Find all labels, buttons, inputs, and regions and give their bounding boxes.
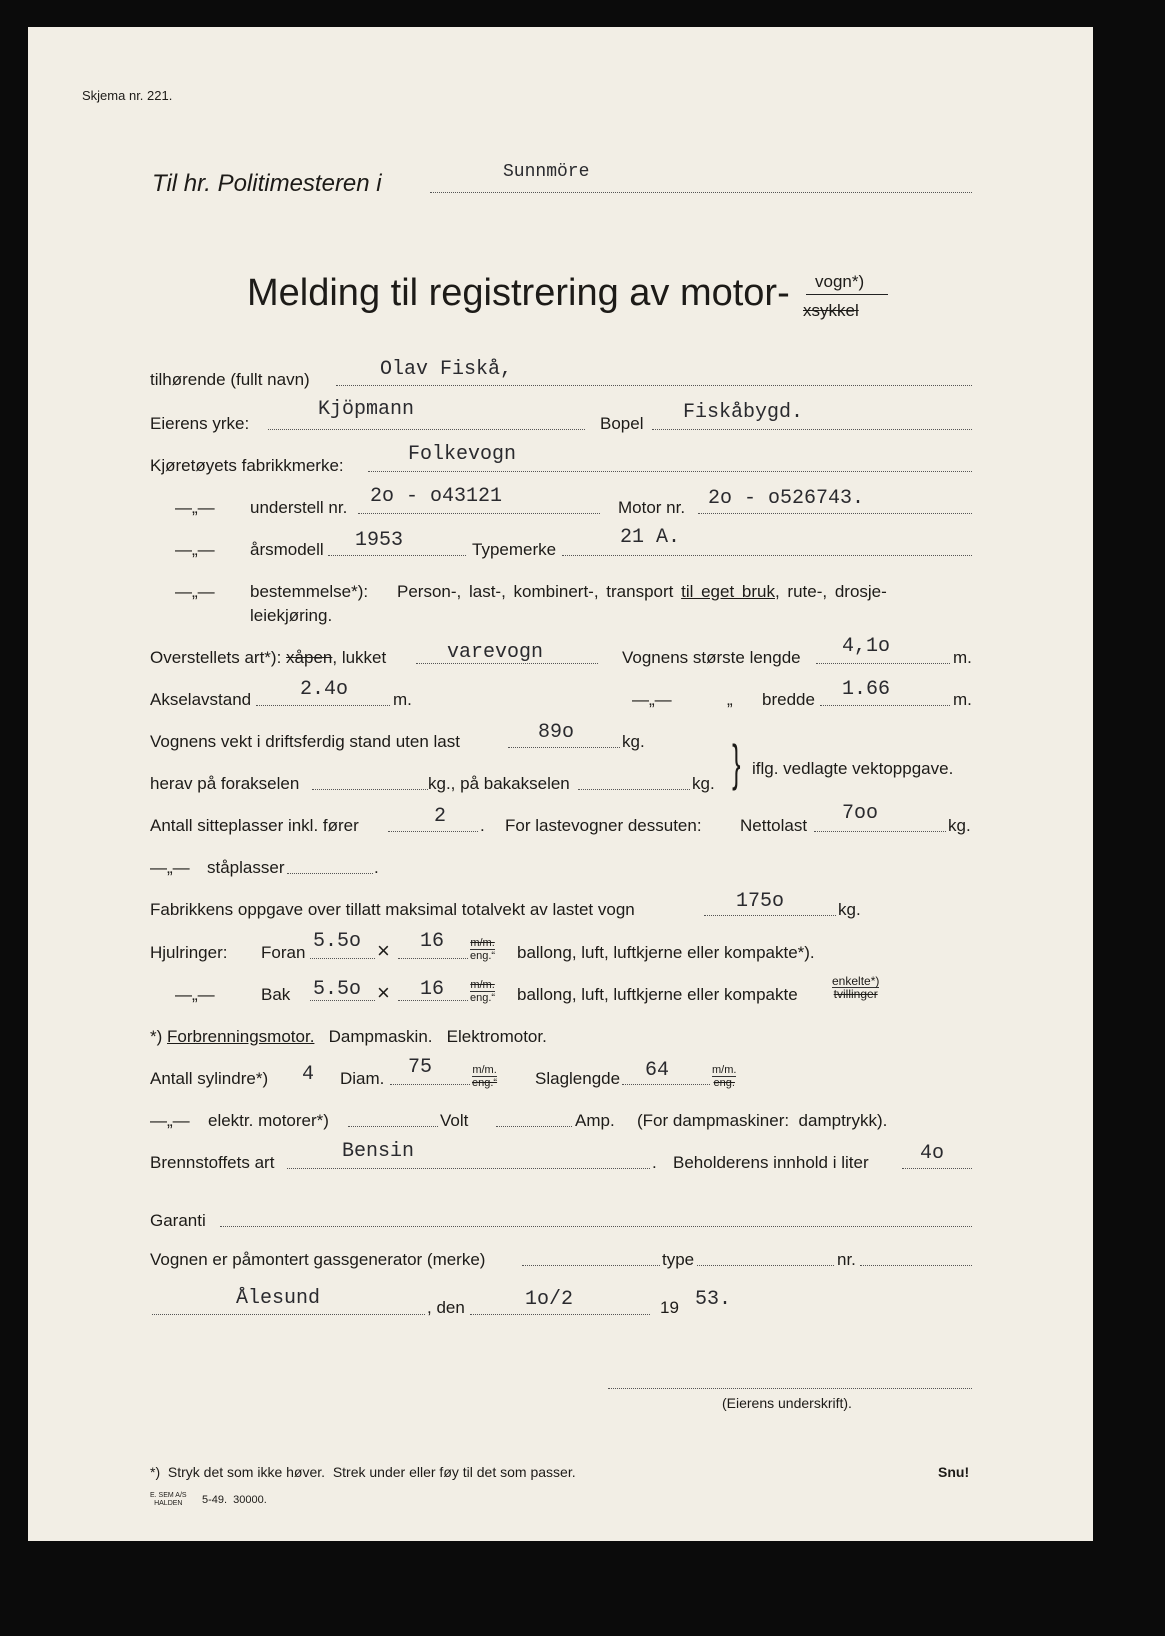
net-load-line (814, 831, 946, 832)
signature-label: (Eierens underskrift). (722, 1395, 852, 1411)
front-label: Foran (261, 943, 306, 962)
body-value: varevogn (447, 641, 544, 664)
date-value: 1o/2 (525, 1288, 574, 1311)
owner-line (336, 385, 972, 386)
residence-line (652, 429, 972, 430)
footnote: *) Stryk det som ikke høver. Strek under eller føy til det som passer. (150, 1464, 576, 1480)
weight-value: 89o (538, 721, 575, 744)
tyres-label: Hjulringer: (150, 943, 228, 962)
cylinders-value: 4 (302, 1063, 315, 1086)
length-line (816, 663, 950, 664)
tyre-types: ballong, luft, luftkjerne eller kompakte*). (517, 943, 815, 962)
printer-name-2: HALDEN (154, 1500, 183, 1507)
residence-value: Fiskåbygd. (683, 401, 804, 424)
rear-unit-fraction (470, 979, 495, 1004)
times-sign: × (377, 980, 390, 1005)
occupation-line (268, 429, 585, 430)
front-diam-value: 16 (420, 930, 445, 953)
eng-unit: eng.“ (470, 992, 496, 1004)
wheelbase-line (256, 705, 390, 706)
purpose-line2: leiekjøring. (250, 606, 333, 625)
stroke-unit-fraction (712, 1064, 736, 1089)
diam-line (390, 1084, 470, 1085)
place-line (152, 1314, 425, 1315)
stroke-line (622, 1084, 710, 1085)
wheelbase-value: 2.4o (300, 678, 349, 701)
type-value: 21 A. (620, 526, 681, 549)
body-label-text: Overstellets art*): (150, 648, 282, 667)
engine-other-options: Dampmaskin. Elektromotor. (328, 1027, 547, 1046)
seats-value: 2 (434, 805, 447, 828)
addressee-value: Sunnmöre (503, 162, 590, 182)
fuel-label: Brennstoffets art (150, 1153, 275, 1172)
cylinders-label: Antall sylindre*) (150, 1069, 269, 1088)
max-weight-unit: kg. (838, 900, 861, 919)
model-year-label: årsmodell (250, 540, 324, 559)
date-label: , den (427, 1298, 465, 1317)
chassis-label: understell nr. (250, 498, 348, 517)
printer-name (150, 1492, 187, 1508)
amp-line (496, 1126, 572, 1127)
page-title: Melding til registrering av motor- (247, 272, 790, 314)
max-weight-value: 175o (736, 890, 785, 913)
tank-line (902, 1168, 972, 1169)
standing-period: . (374, 858, 379, 877)
chassis-value: 2o - o43121 (370, 485, 503, 508)
motor-line (698, 513, 972, 514)
width-unit: m. (953, 690, 972, 709)
weight-unit: kg. (622, 732, 645, 751)
width-label: bredde (762, 690, 815, 709)
standing-line (287, 873, 373, 874)
lorry-label: For lastevogner dessuten: (505, 816, 702, 835)
motor-label: Motor nr. (618, 498, 686, 517)
weight-label: Vognens vekt i driftsferdig stand uten last (150, 732, 460, 751)
rear-axle-unit: kg. (692, 774, 715, 793)
ditto-mark: —„— (175, 582, 215, 601)
engine-selected: Forbrenningsmotor. (167, 1027, 315, 1046)
purpose-text-b: , rute-, drosje- (774, 582, 887, 601)
eng-unit: eng.“ (470, 950, 496, 962)
width-line (820, 705, 950, 706)
ditto-quote: „ (727, 690, 733, 709)
occupation-label: Eierens yrke: (150, 414, 250, 433)
ditto-mark: —„— (150, 858, 190, 877)
ditto-mark: —„— (150, 1111, 190, 1130)
century-label: 19 (660, 1298, 679, 1317)
seats-label: Antall sitteplasser inkl. fører (150, 816, 359, 835)
place-value: Ålesund (236, 1287, 321, 1310)
diam-label: Diam. (340, 1069, 385, 1088)
print-edition: 5-49. 30000. (202, 1494, 267, 1506)
rear-label: Bak (261, 985, 291, 1004)
stroke-value: 64 (645, 1059, 670, 1082)
tank-value: 4o (920, 1142, 945, 1165)
gas-nr-label: nr. (837, 1250, 856, 1269)
make-line (368, 471, 972, 472)
addressee-line (430, 192, 972, 193)
purpose-selected: til eget bruk (681, 582, 775, 601)
front-axle-line (312, 789, 428, 790)
length-value: 4,1o (842, 635, 891, 658)
weight-note: iflg. vedlagte vektoppgave. (752, 759, 954, 778)
width-value: 1.66 (842, 678, 891, 701)
guarantee-line (220, 1226, 972, 1227)
fuel-period: . (652, 1153, 657, 1172)
front-diam-line (398, 958, 468, 959)
gas-make-line (522, 1265, 660, 1266)
amp-label: Amp. (575, 1111, 615, 1130)
type-line (562, 555, 972, 556)
turn-over: Snu! (938, 1464, 970, 1480)
body-label-lukket: , lukket (332, 648, 387, 667)
rear-axle-line (578, 789, 690, 790)
ditto-mark: —„— (632, 690, 672, 709)
wheelbase-label: Akselavstand (150, 690, 252, 709)
max-weight-label: Fabrikkens oppgave over tillatt maksimal totalvekt av lastet vogn (150, 900, 635, 919)
ditto-mark: —„— (175, 498, 215, 517)
rear-diam-value: 16 (420, 978, 445, 1001)
gas-type-label: type (662, 1250, 695, 1269)
times-sign: × (377, 938, 390, 963)
title-option-vogn: vogn*) (815, 272, 865, 291)
weight-line (508, 747, 620, 748)
wheelbase-unit: m. (393, 690, 412, 709)
signature-line (608, 1388, 972, 1389)
addressee-label: Til hr. Politimesteren i (152, 170, 382, 197)
gas-label: Vognen er påmontert gassgenerator (merke) (150, 1250, 486, 1269)
residence-label: Bopel (600, 414, 644, 433)
length-label: Vognens største lengde (622, 648, 801, 667)
chassis-line (358, 513, 600, 514)
title-option-sykkel-struck: xsykkel (803, 301, 859, 320)
single-twin-fraction (832, 975, 879, 1000)
steam-label: (For dampmaskiner: damptrykk). (637, 1111, 888, 1130)
front-unit-fraction (470, 937, 495, 962)
standing-label: ståplasser (207, 858, 285, 877)
net-load-unit: kg. (948, 816, 971, 835)
motor-value: 2o - o526743. (708, 487, 865, 510)
seats-line (388, 831, 478, 832)
type-label: Typemerke (472, 540, 557, 559)
model-year-line (328, 555, 466, 556)
owner-label: tilhørende (fullt navn) (150, 370, 310, 389)
tyre-types-rear: ballong, luft, luftkjerne eller kompakte (517, 985, 798, 1004)
fuel-value: Bensin (342, 1140, 415, 1163)
brace-icon: } (732, 735, 741, 791)
printer-name-1: E. SEM A/S (150, 1492, 187, 1499)
form-number: Skjema nr. 221. (82, 88, 173, 103)
ditto-mark: —„— (175, 985, 215, 1004)
mm-struck: m/m. (470, 979, 495, 991)
gas-nr-line (860, 1265, 972, 1266)
rear-axle-label: kg., på bakakselen (428, 774, 570, 793)
body-struck-option: xåpen (286, 648, 333, 667)
diam-value: 75 (408, 1056, 433, 1079)
seats-period: . (480, 816, 485, 835)
purpose-options (397, 581, 887, 603)
year-value: 53. (695, 1288, 732, 1311)
rear-width-value: 5.5o (313, 978, 362, 1001)
electric-label: elektr. motorer*) (208, 1111, 329, 1130)
ditto-mark: —„— (175, 540, 215, 559)
purpose-text-a: Person-, last-, kombinert-, transport (397, 582, 682, 601)
front-width-value: 5.5o (313, 930, 362, 953)
engine-type (150, 1026, 547, 1048)
mm-unit: m/m. (472, 1064, 497, 1076)
fuel-line (287, 1168, 650, 1169)
front-width-line (310, 958, 375, 959)
footnote-marker: *) (150, 1027, 163, 1046)
volt-label: Volt (440, 1111, 469, 1130)
tank-label: Beholderens innhold i liter (673, 1153, 869, 1172)
twin-option-struck: tvillinger (833, 987, 878, 1001)
length-unit: m. (953, 648, 972, 667)
volt-line (348, 1126, 438, 1127)
eng-struck: eng.“ (472, 1077, 498, 1089)
front-axle-label: herav på forakselen (150, 774, 300, 793)
eng-struck: eng. (713, 1077, 735, 1089)
purpose-label: bestemmelse*): (250, 582, 369, 601)
net-load-label: Nettolast (740, 816, 808, 835)
occupation-value: Kjöpmann (318, 398, 415, 421)
guarantee-label: Garanti (150, 1211, 206, 1230)
net-load-value: 7oo (842, 802, 879, 825)
model-year-value: 1953 (355, 529, 404, 552)
title-fraction-bar (806, 294, 888, 295)
mm-struck: m/m. (470, 937, 495, 949)
max-weight-line (704, 915, 836, 916)
single-option: enkelte*) (832, 974, 880, 988)
gas-type-line (697, 1265, 834, 1266)
mm-unit: m/m. (712, 1064, 737, 1076)
stroke-label: Slaglengde (535, 1069, 621, 1088)
make-value: Folkevogn (408, 443, 517, 466)
date-line (470, 1314, 650, 1315)
owner-value: Olav Fiskå, (380, 358, 513, 381)
diam-unit-fraction (472, 1064, 497, 1089)
body-label (150, 647, 386, 669)
make-label: Kjøretøyets fabrikkmerke: (150, 456, 344, 475)
